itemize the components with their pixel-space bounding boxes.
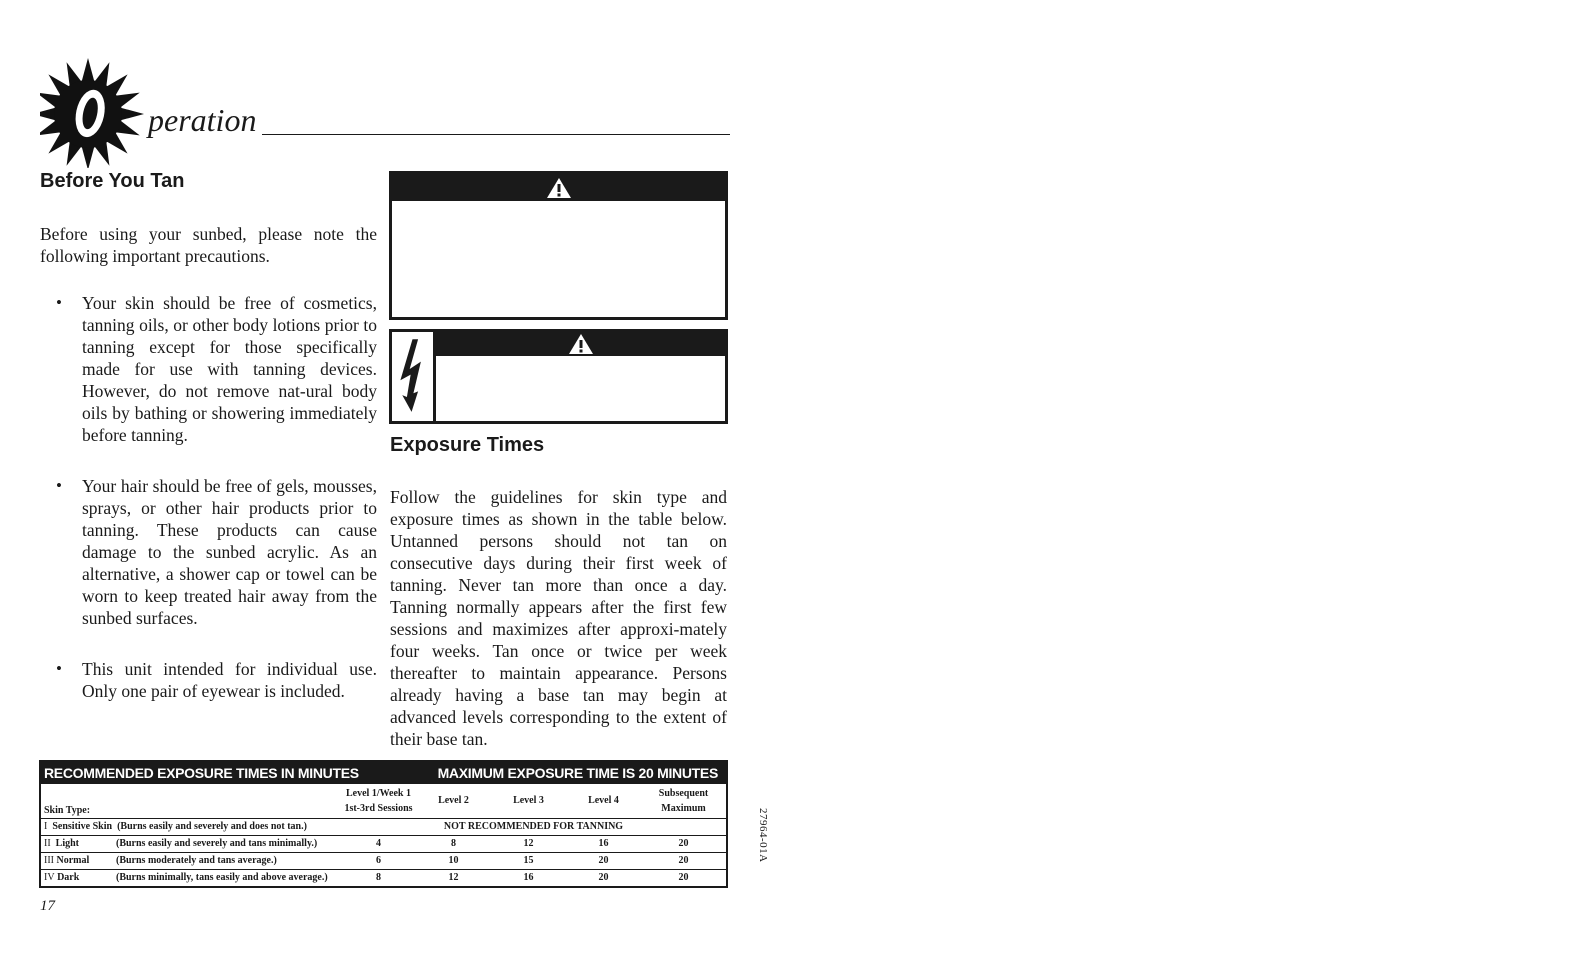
level2-cell: 8: [451, 838, 456, 849]
skin-type-cell: I Sensitive Skin (Burns easily and severely and does not tan.): [44, 821, 307, 832]
table-row: [41, 852, 726, 869]
skin-desc-cell: (Burns minimally, tans easily and above average.): [116, 872, 328, 884]
warning-box: [389, 171, 728, 320]
table-title-right: MAXIMUM EXPOSURE TIME IS 20 MINUTES: [437, 765, 718, 781]
level2-cell: 12: [448, 872, 459, 884]
page-number: 17: [40, 898, 55, 914]
table-row: [41, 835, 726, 852]
intro-paragraph: Before using your sunbed, please note the following important precautions.: [40, 224, 377, 266]
max-cell: 20: [678, 838, 689, 849]
col-level1: Level 1/Week 1 1st-3rd Sessions: [344, 787, 413, 814]
level3-cell: 15: [523, 855, 534, 866]
warning-triangle-icon: [546, 177, 572, 199]
bolt-cell: [392, 332, 436, 421]
right-column: [390, 434, 727, 750]
col-max: Subsequent Maximum: [658, 787, 709, 814]
level4-cell: 20: [598, 872, 609, 884]
bullet-icon: •: [56, 476, 62, 495]
skin-desc-cell: (Burns moderately and tans average.): [116, 855, 277, 866]
skin-type-cell: IV Dark: [44, 872, 80, 884]
skin-type-cell: II Light: [44, 838, 80, 849]
table-row: [41, 818, 726, 835]
bullet-icon: •: [56, 293, 62, 312]
list-item-text: Your skin should be free of cosmetics, tanning oils, or other body lotions prior to tanning except for those specifically made for use with tanning devices. However, do not remove nat-ural body oils by bathing or showering immediately before tanning.: [82, 293, 377, 445]
not-recommended-cell: NOT RECOMMENDED FOR TANNING: [443, 821, 624, 832]
list-item: [40, 292, 377, 446]
col-level3: Level 3: [513, 795, 544, 807]
col-level4: Level 4: [588, 795, 619, 807]
exposure-table: [39, 760, 728, 888]
max-cell: 20: [678, 872, 689, 884]
level4-cell: 20: [598, 855, 609, 866]
bullet-icon: •: [56, 659, 62, 678]
col-level2: Level 2: [438, 795, 469, 807]
list-item: [40, 658, 377, 702]
table-title-bar: [41, 762, 726, 784]
exposure-grid: [41, 784, 726, 886]
skin-type-cell: III Normal: [44, 855, 90, 866]
table-row: [41, 869, 726, 886]
level3-cell: 12: [523, 838, 534, 849]
lightning-bolt-icon: [392, 332, 433, 421]
warning-triangle-icon: [568, 333, 594, 355]
list-item-text: This unit intended for individual use. Only one pair of eyewear is included.: [82, 659, 377, 701]
precautions-list: [40, 292, 377, 702]
header-rule: [262, 134, 730, 135]
level1-cell: 6: [376, 855, 381, 866]
table-header-row: [41, 784, 726, 818]
electrical-warning-box: [389, 329, 728, 424]
col-skin-type: Skin Type:: [44, 804, 91, 816]
level2-cell: 10: [448, 855, 459, 866]
skin-desc-cell: (Burns easily and severely and tans minimally.): [116, 838, 318, 849]
list-item: [40, 475, 377, 629]
table-title-left: RECOMMENDED EXPOSURE TIMES IN MINUTES: [44, 765, 359, 781]
level1-cell: 4: [376, 838, 381, 849]
exposure-times-heading: Exposure Times: [390, 434, 545, 456]
exposure-paragraph: Follow the guidelines for skin type and exposure times as shown in the table below. Untanned persons should not tan on consecutive days during their first week of tanning. Never tan more than once a day. Tanning normally appears after the first few sessions and maximizes after approxi-mately four weeks. Tan once or twice per week thereafter to maintain appearance. Persons already having a base tan may begin at advanced levels corresponding to the extent of their base tan.: [390, 487, 727, 749]
warning-header-bar: [392, 174, 725, 201]
document-code: 27964-01A: [757, 808, 769, 863]
warning-header-bar: [436, 332, 725, 356]
max-cell: 20: [678, 855, 689, 866]
before-you-tan-heading: Before You Tan: [40, 170, 185, 192]
page-header: [40, 56, 730, 168]
sun-logo-icon: [40, 56, 152, 168]
header-title: peration: [148, 102, 257, 138]
level1-cell: 8: [376, 872, 381, 884]
left-column: [40, 170, 377, 731]
list-item-text: Your hair should be free of gels, mousses, sprays, or other hair products prior to tanning. These products can cause damage to the sunbed acrylic. As an alternative, a shower cap or towel can be worn to keep treated hair away from the sunbed surfaces.: [82, 476, 377, 628]
level4-cell: 16: [598, 838, 609, 849]
level3-cell: 16: [523, 872, 534, 884]
